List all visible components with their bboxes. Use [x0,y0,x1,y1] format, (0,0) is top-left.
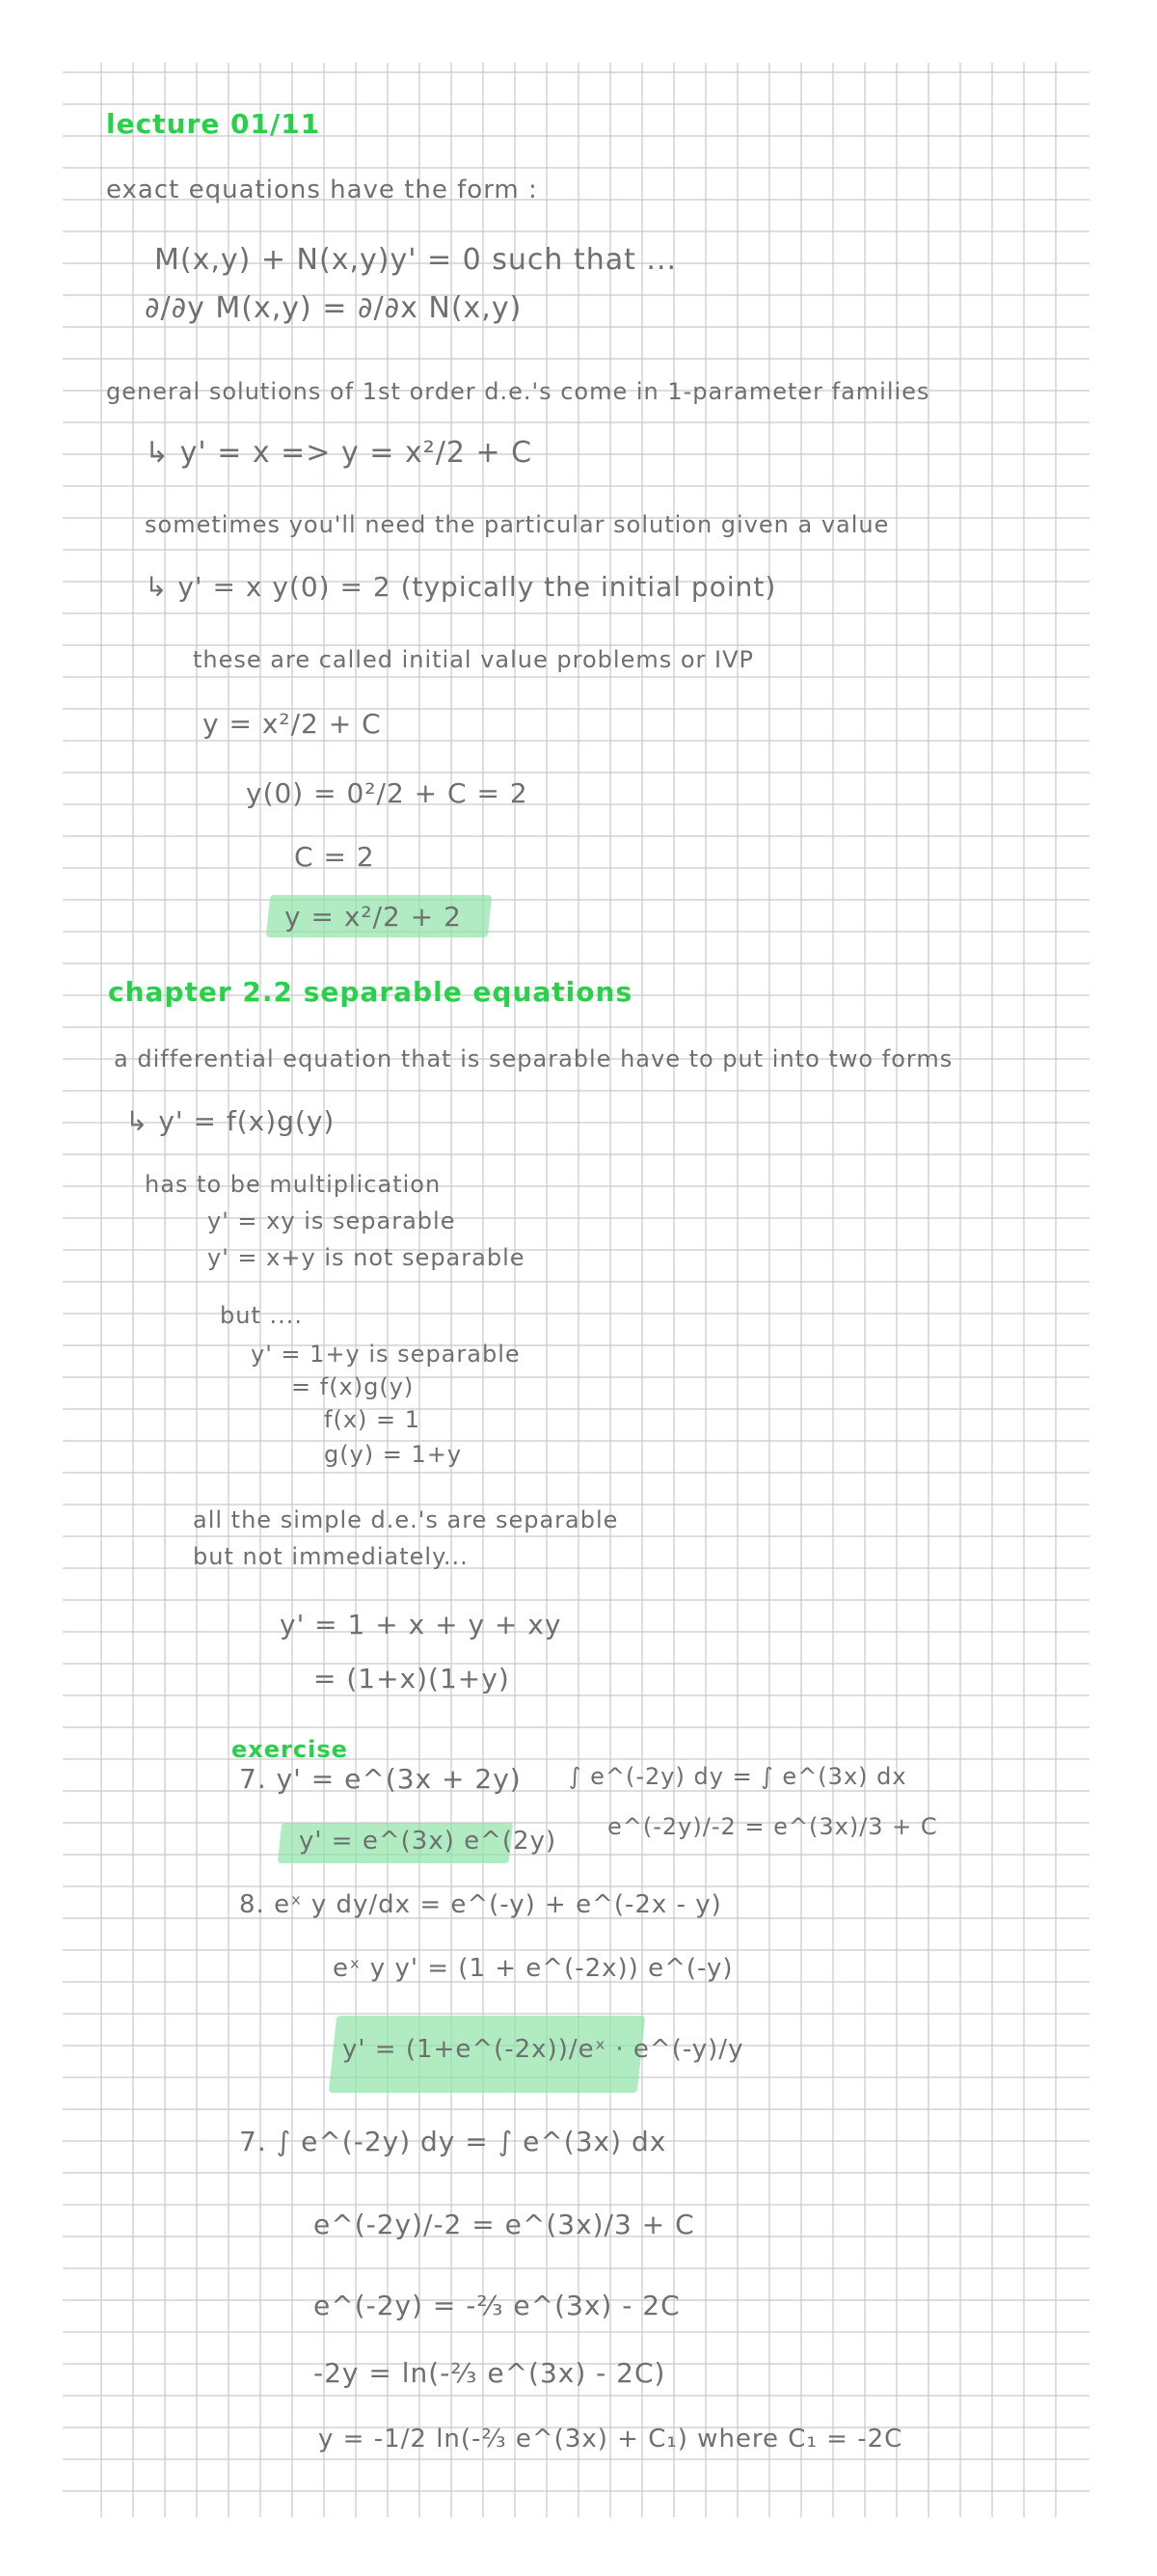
ivp-step-2: y(0) = 0²/2 + C = 2 [246,777,528,809]
separable-example-3: y' = 1+y is separable [251,1341,521,1368]
exact-condition: ∂/∂y M(x,y) = ∂/∂x N(x,y) [145,291,523,325]
ivp-step-1: y = x²/2 + C [202,708,382,740]
problem-8-step: eˣ y y' = (1 + e^(-2x)) e^(-y) [333,1954,734,1983]
separable-form: ↳ y' = f(x)g(y) [125,1105,336,1137]
separable-example-3c: g(y) = 1+y [324,1441,463,1468]
solution-7-step-1: e^(-2y)/-2 = e^(3x)/3 + C [313,2209,695,2240]
factor-example-result: = (1+x)(1+y) [313,1663,510,1695]
separable-example-1: y' = xy is separable [207,1207,456,1234]
page-title: lecture 01/11 [106,108,321,140]
factor-example: y' = 1 + x + y + xy [280,1609,562,1641]
solution-7-final: y = -1/2 ln(-⅔ e^(3x) + C₁) where C₁ = -2C [318,2425,903,2454]
general-solutions-note: general solutions of 1st order d.e.'s come in 1-parameter families [106,378,930,405]
chapter-heading: chapter 2.2 separable equations [108,976,633,1008]
exercise-label: exercise [231,1736,348,1763]
solution-7-step-2: e^(-2y) = -⅔ e^(3x) - 2C [313,2290,681,2321]
simple-des-note: all the simple d.e.'s are separable [193,1506,619,1533]
not-immediately-note: but not immediately... [193,1543,469,1570]
problem-7-side-result: e^(-2y)/-2 = e^(3x)/3 + C [607,1813,938,1840]
separable-example-3a: = f(x)g(y) [291,1373,415,1400]
general-example: ↳ y' = x => y = x²/2 + C [145,436,533,470]
multiplication-note: has to be multiplication [145,1171,442,1198]
solution-7-step-3: -2y = ln(-⅔ e^(3x) - 2C) [313,2357,666,2389]
particular-solution-note: sometimes you'll need the particular solution given a value [145,511,890,538]
problem-7: 7. y' = e^(3x + 2y) [239,1763,522,1795]
problem-8: 8. eˣ y dy/dx = e^(-y) + e^(-2x - y) [239,1890,722,1919]
separable-example-3b: f(x) = 1 [324,1406,421,1433]
exact-intro: exact equations have the form : [106,176,538,204]
but-note: but .... [220,1302,303,1329]
ivp-example: ↳ y' = x y(0) = 2 (typically the initial point) [145,571,777,603]
ivp-definition: these are called initial value problems or IVP [193,646,754,673]
problem-7-side-integral: ∫ e^(-2y) dy = ∫ e^(3x) dx [569,1763,907,1790]
ivp-answer: y = x²/2 + 2 [284,901,462,933]
ivp-step-3: C = 2 [294,841,375,873]
problem-8-rewrite: y' = (1+e^(-2x))/eˣ · e^(-y)/y [342,2035,744,2064]
separable-definition: a differential equation that is separable have to put into two forms [114,1045,954,1072]
problem-7-rewrite: y' = e^(3x) e^(2y) [299,1827,557,1856]
separable-example-2: y' = x+y is not separable [207,1244,525,1271]
solution-7-integral: 7. ∫ e^(-2y) dy = ∫ e^(3x) dx [239,2126,667,2157]
exact-equation: M(x,y) + N(x,y)y' = 0 such that ... [154,243,678,277]
